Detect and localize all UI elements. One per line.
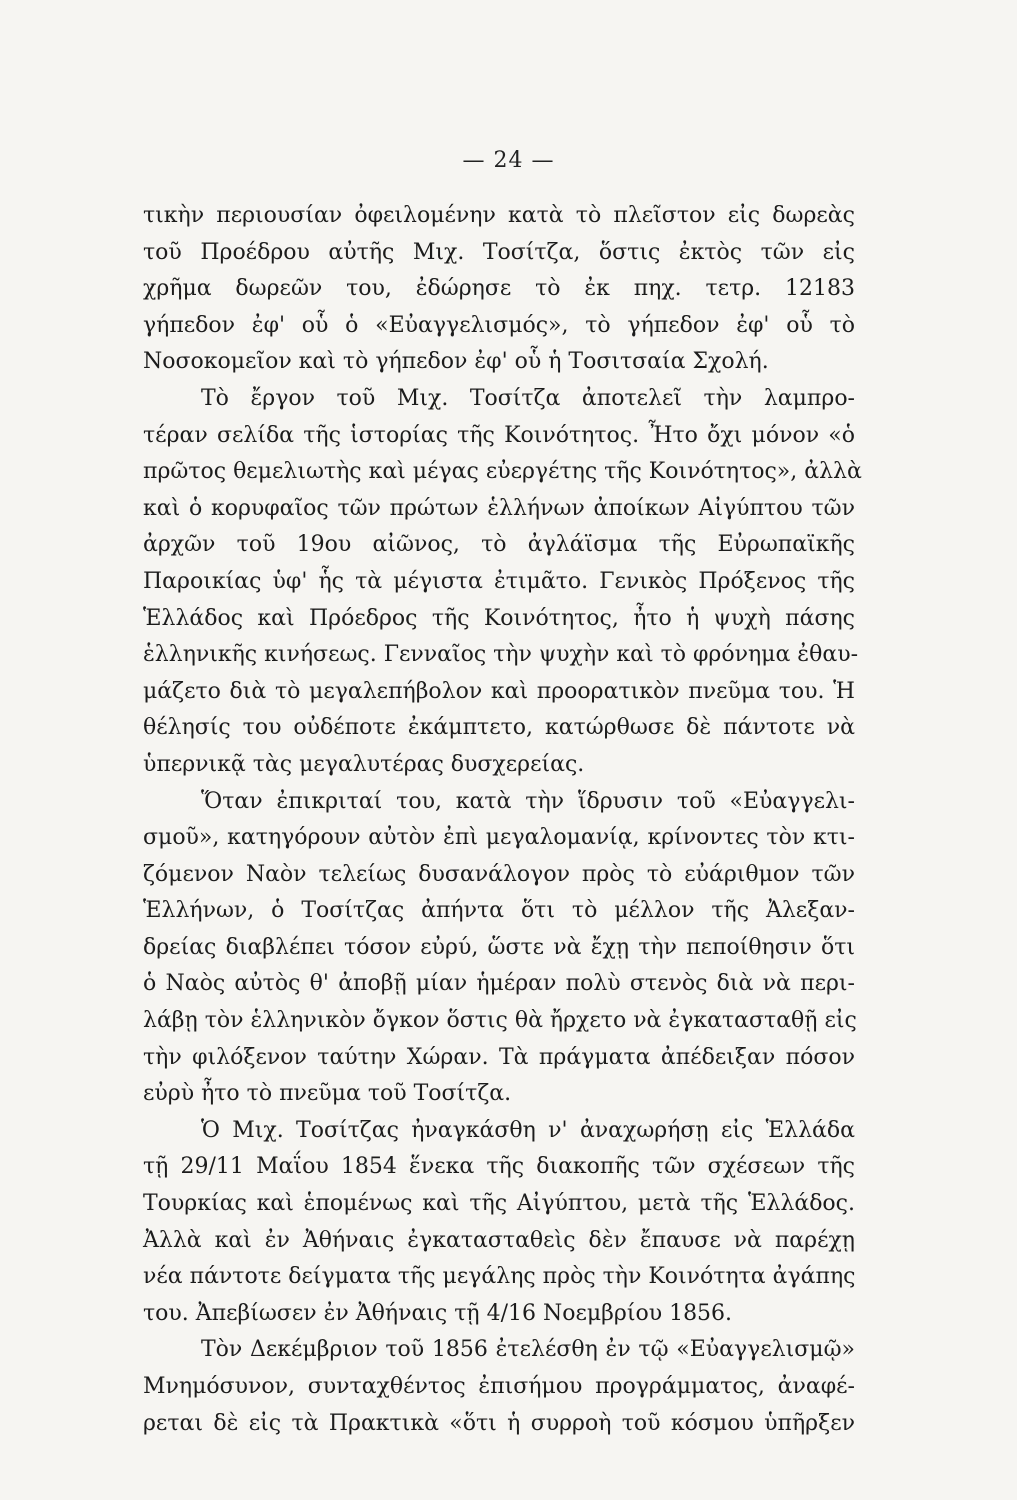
text-line: ζόμενον Ναὸν τελείως δυσανάλογον πρὸς τὸ εὐάριθμον τῶν — [143, 861, 855, 887]
text-line: θέλησίς του οὐδέποτε ἐκάμπτετο, κατώρθωσε δὲ πάντοτε νὰ — [143, 715, 855, 741]
text-line: πρῶτος θεμελιωτὴς καὶ μέγας εὐεργέτης τῆς Κοινότητος», ἀλλὰ — [143, 459, 862, 485]
page-number: — 24 — — [462, 148, 555, 173]
text-line: Ἑλλήνων, ὁ Τοσίτζας ἀπήντα ὅτι τὸ μέλλον τῆς Ἀλεξαν- — [143, 898, 855, 924]
text-line: Παροικίας ὑφ' ἧς τὰ μέγιστα ἐτιμᾶτο. Γενικὸς Πρόξενος τῆς — [143, 568, 855, 594]
text-line: τῇ 29/11 Μαΐου 1854 ἕνεκα τῆς διακοπῆς τῶν σχέσεων τῆς — [143, 1154, 855, 1180]
text-line: τικὴν περιουσίαν ὀφειλομένην κατὰ τὸ πλεῖστον εἰς δωρεὰς — [143, 203, 855, 228]
text-line: Ἑλλάδος καὶ Πρόεδρος τῆς Κοινότητος, ἦτο ἡ ψυχὴ πάσης — [143, 605, 855, 631]
text-line: Τουρκίας καὶ ἑπομένως καὶ τῆς Αἰγύπτου, μετὰ τῆς Ἑλλάδος. — [143, 1191, 855, 1217]
text-line: ἑλληνικῆς κινήσεως. Γενναῖος τὴν ψυχὴν καὶ τὸ φρόνημα ἐθαυ- — [143, 642, 859, 668]
text-line: Νοσοκομεῖον καὶ τὸ γήπεδον ἐφ' οὗ ἡ Τοσιτσαία Σχολή. — [143, 349, 769, 375]
text-line: σμοῦ», κατηγόρουν αὐτὸν ἐπὶ μεγαλομανίᾳ, κρίνοντες τὸν κτι- — [143, 825, 855, 851]
text-line: χρῆμα δωρεῶν του, ἐδώρησε τὸ ἐκ πηχ. τετρ. 12183 — [143, 276, 855, 302]
text-line: τοῦ Προέδρου αὐτῆς Μιχ. Τοσίτζα, ὅστις ἐκτὸς τῶν εἰς — [143, 239, 855, 265]
text-line: του. Ἀπεβίωσεν ἐν Ἀθήναις τῇ 4/16 Νοεμβρίου 1856. — [143, 1300, 733, 1326]
text-line: εὐρὺ ἦτο τὸ πνεῦμα τοῦ Τοσίτζα. — [143, 1081, 512, 1107]
text-line: νέα πάντοτε δείγματα τῆς μεγάλης πρὸς τὴν Κοινότητα ἀγάπης — [143, 1264, 856, 1290]
text-line: Τὸν Δεκέμβριον τοῦ 1856 ἐτελέσθη ἐν τῷ «Εὐαγγελισμῷ» — [201, 1337, 855, 1363]
text-line: γήπεδον ἐφ' οὗ ὁ «Εὐαγγελισμός», τὸ γήπεδον ἐφ' οὗ τὸ — [143, 312, 855, 338]
text-line: μάζετο διὰ τὸ μεγαλεπήβολον καὶ προορατικὸν πνεῦμα του. Ἡ — [143, 678, 855, 704]
text-line: Τὸ ἔργον τοῦ Μιχ. Τοσίτζα ἀποτελεῖ τὴν λαμπρο- — [201, 385, 855, 411]
text-line: ὑπερνικᾷ τὰς μεγαλυτέρας δυσχερείας. — [143, 751, 585, 777]
text-line: ὁ Ναὸς αὐτὸς θ' ἀποβῇ μίαν ἡμέραν πολὺ στενὸς διὰ νὰ περι- — [143, 971, 855, 997]
body-text — [143, 198, 862, 1442]
text-line: Ἀλλὰ καὶ ἐν Ἀθήναις ἐγκατασταθεὶς δὲν ἔπαυσε νὰ παρέχῃ — [143, 1227, 855, 1253]
text-line: ἀρχῶν τοῦ 19ου αἰῶνος, τὸ ἀγλάϊσμα τῆς Εὐρωπαϊκῆς — [143, 532, 855, 558]
text-line: λάβῃ τὸν ἑλληνικὸν ὄγκον ὅστις θὰ ἤρχετο νὰ ἐγκατασταθῇ εἰς — [143, 1008, 857, 1034]
text-line: Ὁ Μιχ. Τοσίτζας ἠναγκάσθη ν' ἀναχωρήσῃ εἰς Ἑλλάδα — [201, 1117, 855, 1143]
text-line: δρείας διαβλέπει τόσον εὐρύ, ὥστε νὰ ἔχῃ τὴν πεποίθησιν ὅτι — [143, 934, 855, 960]
text-line: Ὅταν ἐπικριταί του, κατὰ τὴν ἵδρυσιν τοῦ «Εὐαγγελι- — [201, 788, 855, 814]
text-line: ρεται δὲ εἰς τὰ Πρακτικὰ «ὅτι ἡ συρροὴ τοῦ κόσμου ὑπῆρξεν — [143, 1410, 855, 1436]
text-line: καὶ ὁ κορυφαῖος τῶν πρώτων ἑλλήνων ἀποίκων Αἰγύπτου τῶν — [143, 495, 855, 521]
text-line: τέραν σελίδα τῆς ἱστορίας τῆς Κοινότητος. Ἦτο ὄχι μόνον «ὁ — [143, 422, 855, 448]
text-line: Μνημόσυνον, συνταχθέντος ἐπισήμου προγράμματος, ἀναφέ- — [143, 1374, 855, 1399]
text-line: τὴν φιλόξενον ταύτην Χώραν. Τὰ πράγματα ἀπέδειξαν πόσον — [143, 1044, 855, 1070]
